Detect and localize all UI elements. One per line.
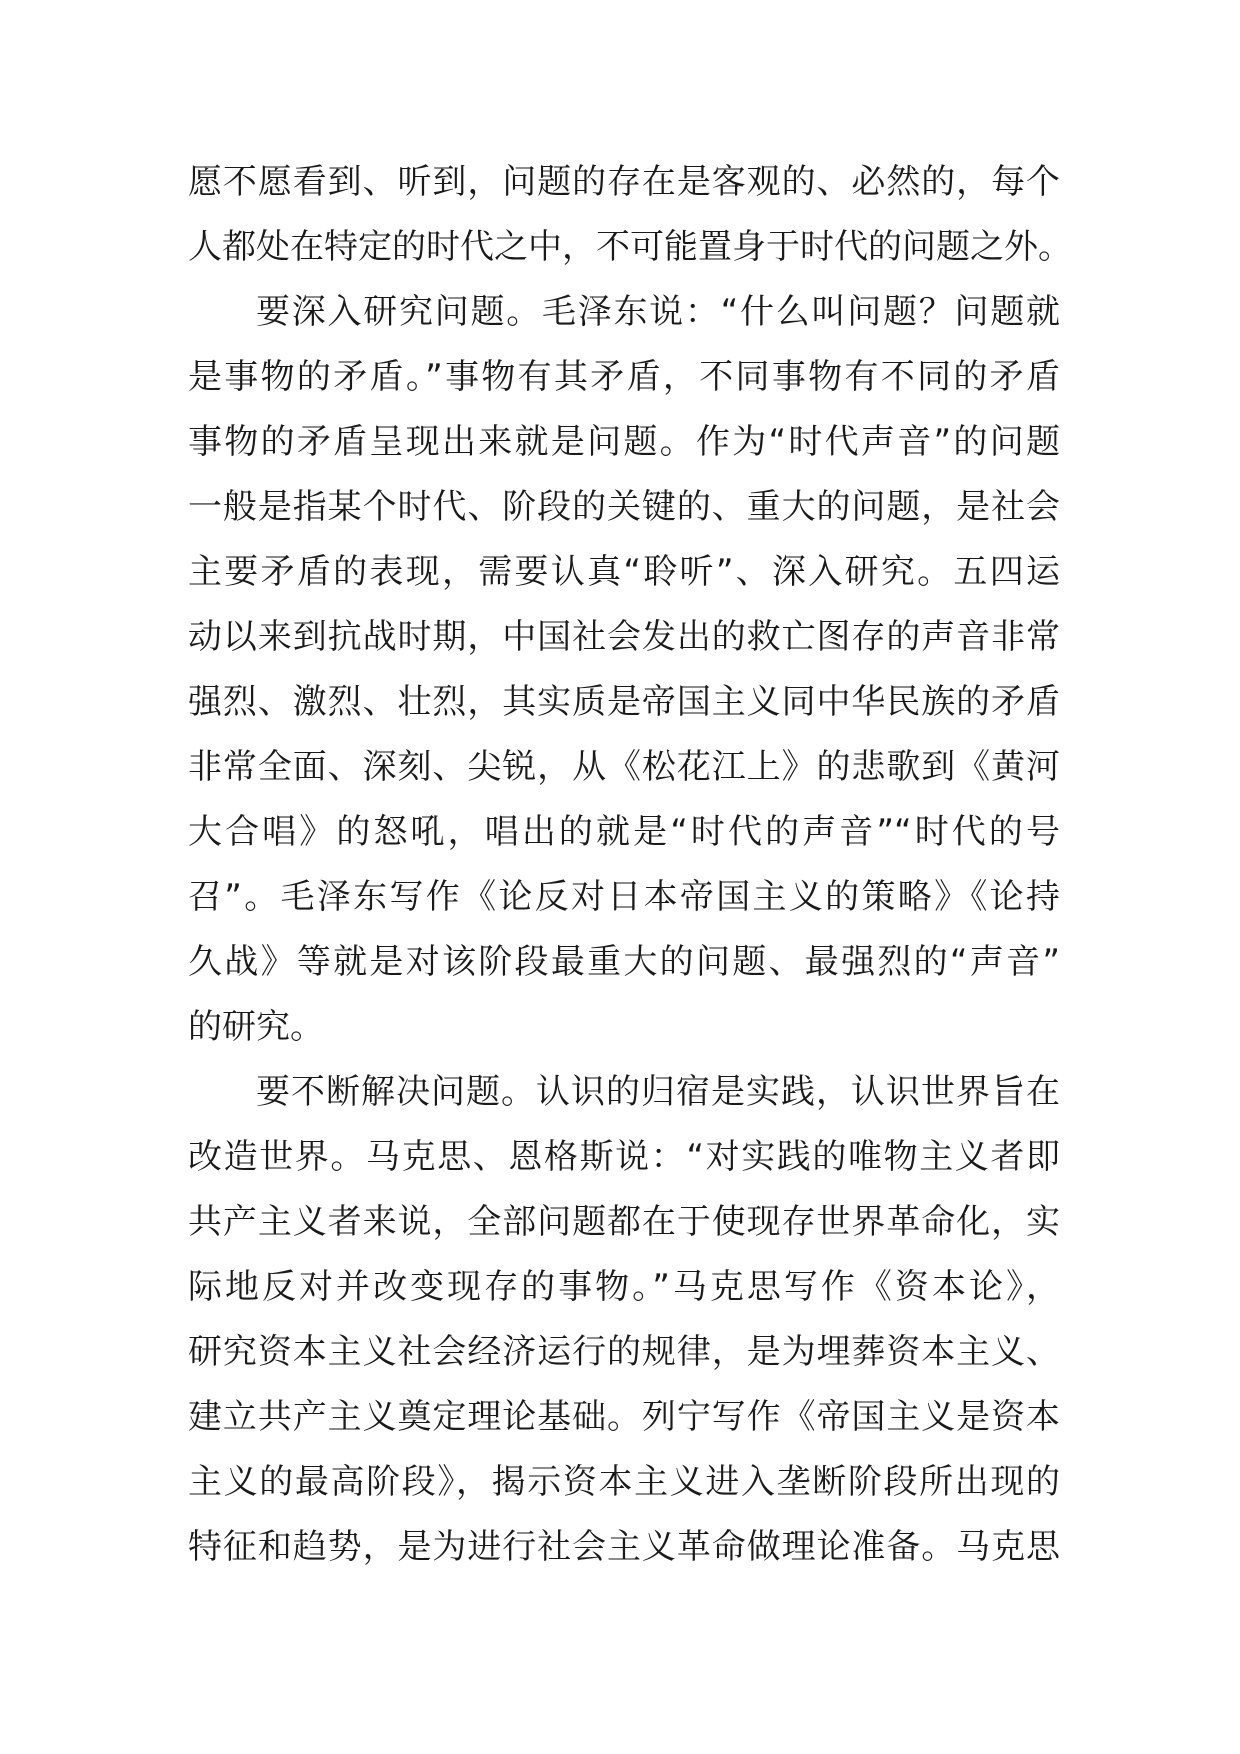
- text-line: 特征和趋势，是为进行社会主义革命做理论准备。马克思: [188, 1527, 1060, 1567]
- text-line: 主义的最高阶段》，揭示资本主义进入垄断阶段所出现的: [188, 1462, 1060, 1502]
- text-line: 建立共产主义奠定理论基础。列宁写作《帝国主义是资本: [188, 1397, 1060, 1437]
- text-line: 久战》等就是对该阶段最重大的问题、最强烈的“声音”: [188, 942, 1060, 982]
- paragraph-last-line: 的研究。: [188, 1007, 324, 1047]
- text-line: 愿不愿看到、听到，问题的存在是客观的、必然的，每个: [188, 162, 1060, 202]
- body-text: [188, 150, 1072, 1580]
- text-line: 研究资本主义社会经济运行的规律，是为埋葬资本主义、: [188, 1332, 1060, 1372]
- paragraph-first-line: 要不断解决问题。认识的归宿是实践，认识世界旨在: [256, 1072, 1060, 1112]
- text-line: 事物的矛盾呈现出来就是问题。作为“时代声音”的问题: [188, 422, 1060, 462]
- text-line: 是事物的矛盾。”事物有其矛盾，不同事物有不同的矛盾: [188, 357, 1060, 397]
- text-line: 召”。毛泽东写作《论反对日本帝国主义的策略》《论持: [188, 877, 1060, 917]
- paragraph-first-line: 要深入研究问题。毛泽东说：“什么叫问题？问题就: [256, 292, 1060, 332]
- text-line: 共产主义者来说，全部问题都在于使现存世界革命化，实: [188, 1202, 1060, 1242]
- text-line: 动以来到抗战时期，中国社会发出的救亡图存的声音非常: [188, 617, 1060, 657]
- text-line: 主要矛盾的表现，需要认真“聆听”、深入研究。五四运: [188, 552, 1060, 592]
- text-line: 际地反对并改变现存的事物。”马克思写作《资本论》，: [188, 1267, 1060, 1307]
- text-line: 改造世界。马克思、恩格斯说：“对实践的唯物主义者即: [188, 1137, 1060, 1177]
- text-line: 大合唱》的怒吼，唱出的就是“时代的声音”“时代的号: [188, 812, 1060, 852]
- text-line: 强烈、激烈、壮烈，其实质是帝国主义同中华民族的矛盾: [188, 682, 1060, 722]
- text-line: 人都处在特定的时代之中，不可能置身于时代的问题之外。: [188, 227, 1072, 267]
- text-line: 非常全面、深刻、尖锐，从《松花江上》的悲歌到《黄河: [188, 747, 1060, 787]
- text-line: 一般是指某个时代、阶段的关键的、重大的问题，是社会: [188, 487, 1060, 527]
